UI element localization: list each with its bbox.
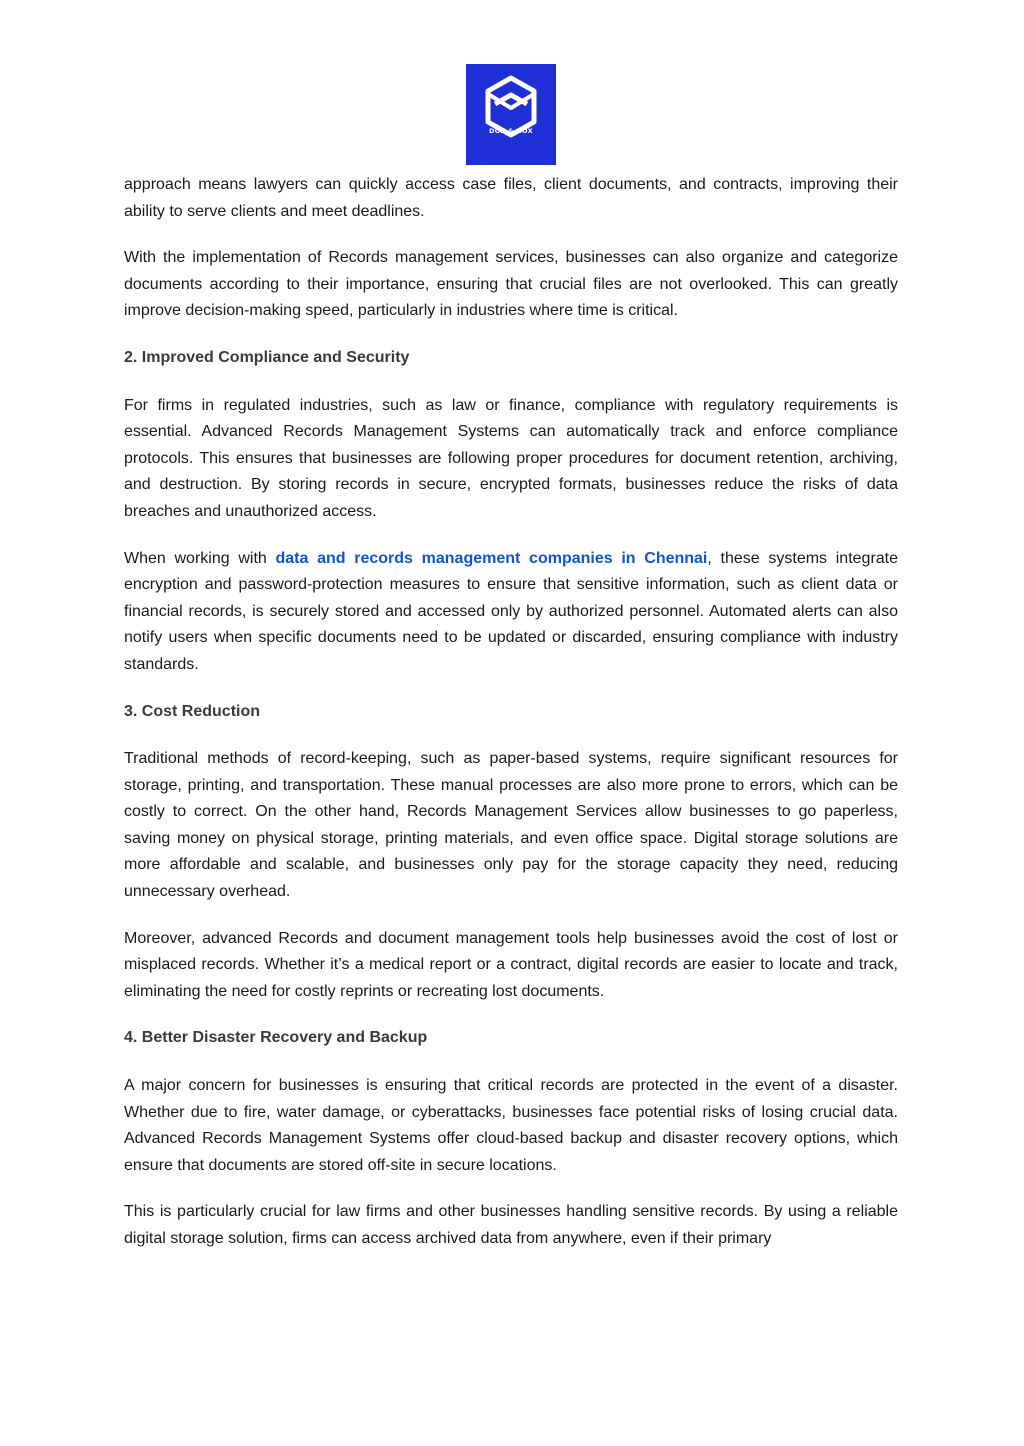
- paragraph-approach: approach means lawyers can quickly access case files, client documents, and contracts, improving their ability to serve clients and meet deadlines.: [124, 176, 898, 220]
- paragraph-traditional-methods: Traditional methods of record-keeping, such as paper-based systems, require significant resources for storage, printing, and transportation. These manual processes are also more prone to errors, which can be costly to correct. On the other hand, Records Management Services allow businesses to go paperless, saving money on physical storage, printing materials, and even office space. Digital storage solutions are more affordable and scalable, and businesses only pay for the storage capacity they need, reducing unnecessary overhead.: [124, 750, 898, 901]
- paragraph-regulated-industries: For firms in regulated industries, such as law or finance, compliance with regulatory requirements is essential. Advanced Records Management Systems can automatically track and enforce compliance protocols. This ensures that businesses are following proper procedures for document retention, archiving, and destruction. By storing records in secure, encrypted formats, businesses reduce the risks of data breaches and unauthorized access.: [124, 396, 898, 520]
- paragraph-advanced-tools: Moreover, advanced Records and document management tools help businesses avoid the cost of lost or misplaced records. Whether it’s a medical report or a contract, digital records are easier to locate and track, eliminating the need for costly reprints or recreating lost documents.: [124, 929, 898, 1000]
- paragraph-law-firms: This is particularly crucial for law firms and other businesses handling sensitive records. By using a reliable digital storage solution, firms can access archived data from anywhere, even if their primary: [124, 1203, 898, 1247]
- heading-compliance-security: 2. Improved Compliance and Security: [124, 348, 410, 366]
- logo-text: DOX & BOX: [489, 127, 533, 135]
- heading-disaster-recovery: 4. Better Disaster Recovery and Backup: [124, 1029, 428, 1047]
- heading-cost-reduction: 3. Cost Reduction: [124, 702, 261, 720]
- paragraph-major-concern: A major concern for businesses is ensuring that critical records are protected in the event of a disaster. Whether due to fire, water damage, or cyberattacks, businesses face potential risks of losing crucial data. Advanced Records Management Systems offer cloud-based backup and disaster recovery options, which ensure that documents are stored off-site in secure locations.: [124, 1077, 898, 1174]
- paragraph-chennai-rest: , these systems integrate encryption and password-protection measures to ensure that sensitive information, such as client data or financial records, is securely stored and accessed only by authorized personnel. Automated alerts can also notify users when specific documents need to be updated or discarded, ensuring compliance with industry standards.: [124, 549, 899, 673]
- paragraph-chennai-companies: [124, 546, 898, 679]
- chennai-companies-link[interactable]: data and records management companies in Chennai: [275, 549, 708, 567]
- document-body: [124, 172, 898, 1273]
- paragraph-records-services: With the implementation of Records management services, businesses can also organize and categorize documents according to their importance, ensuring that crucial files are not overlooked. This can greatly improve decision-making speed, particularly in industries where time is critical.: [124, 249, 898, 320]
- dox-and-box-logo: [466, 64, 556, 165]
- box-logo-icon: [466, 64, 556, 165]
- paragraph-chennai-intro: When working with: [124, 549, 276, 567]
